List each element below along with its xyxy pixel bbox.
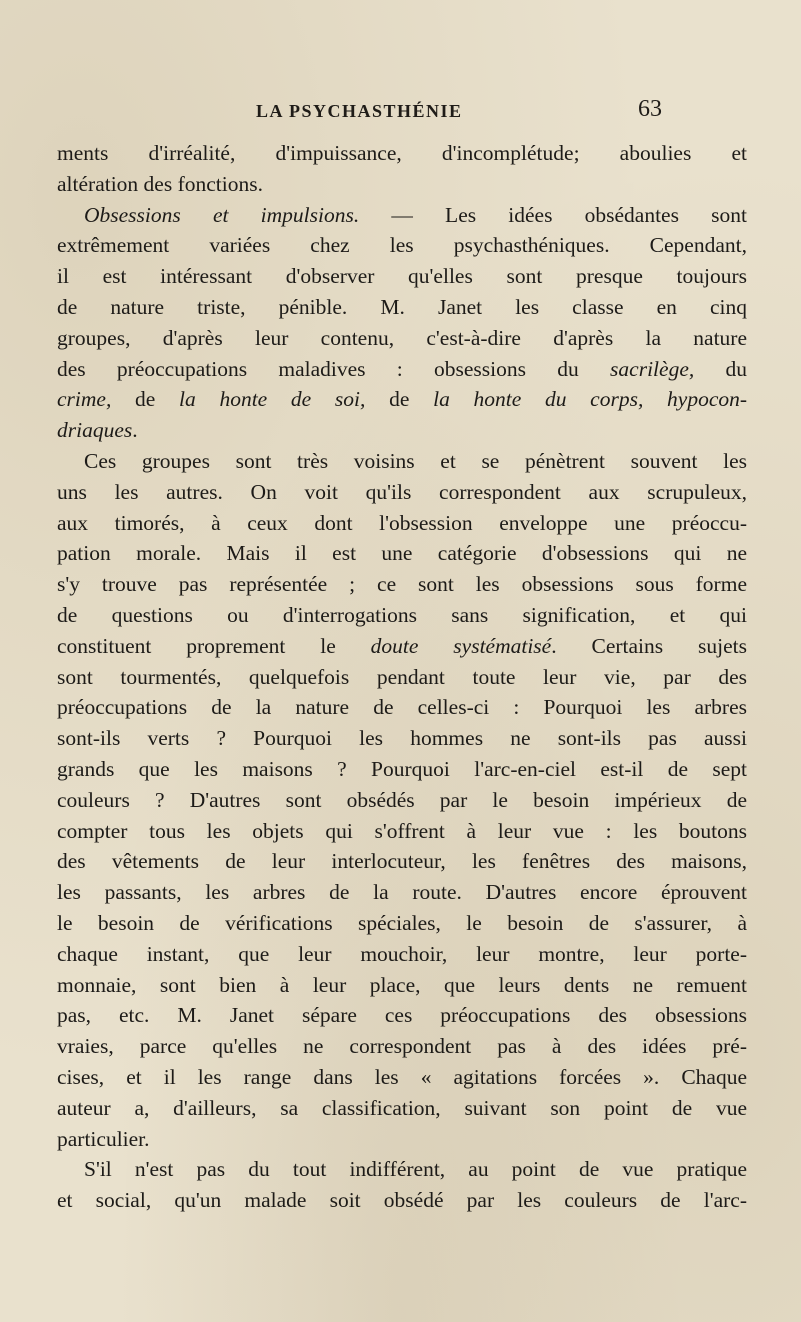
italic-text: Obsessions et impulsions. [84,202,360,227]
text-run: groupes, d'après leur contenu, c'est-à-dire d'après la nature [57,325,747,350]
text-line [57,877,747,908]
text-run: et social, qu'un malade soit obsédé par les couleurs de l'arc- [57,1188,747,1213]
italic-text: sacrilège, [610,356,695,381]
text-line [57,200,747,231]
italic-text: la honte de soi, [179,387,366,412]
text-line [57,138,747,169]
text-line [57,1062,747,1093]
italic-text: la honte du corps, hypocon- [433,387,748,412]
text-run: le besoin de vérifications spéciales, le besoin de s'assurer, à [57,910,747,935]
text-run: pation morale. Mais il est une catégorie d'obsessions qui ne [57,541,747,566]
text-run: s'y trouve pas représentée ; ce sont les obsessions sous forme [57,572,747,597]
text-line [57,816,747,847]
text-run: de [111,387,180,412]
text-run: les passants, les arbres de la route. D'autres encore éprouvent [57,880,747,905]
text-run: il est intéressant d'observer qu'elles sont presque toujours [57,264,747,289]
text-line [57,569,747,600]
text-run: . [132,418,138,443]
text-run: — Les idées obsédantes sont [359,202,747,227]
text-run: des préoccupations maladives : obsessions du [57,356,611,381]
text-line [57,261,747,292]
italic-text: driaques [57,418,133,443]
text-run: du [694,356,748,381]
text-line [57,477,747,508]
text-line [57,1124,747,1155]
text-line [57,384,747,415]
text-line [57,908,747,939]
text-run: pas, etc. M. Janet sépare ces préoccupations des obsessions [57,1003,747,1028]
running-title: LA PSYCHASTHÉNIE [256,101,463,121]
text-line [57,169,747,200]
text-run: Ces groupes sont très voisins et se pénètrent souvent les [84,448,747,473]
text-line [57,785,747,816]
text-run: altération des fonctions. [57,171,263,196]
text-run: uns les autres. On voit qu'ils correspondent aux scrupuleux, [57,479,747,504]
italic-text: crime, [57,387,112,412]
text-line [57,970,747,1001]
text-run: particulier. [57,1126,150,1151]
text-line [57,354,747,385]
text-line [57,446,747,477]
page-number: 63 [638,96,662,122]
running-head [0,95,801,125]
text-line [57,1093,747,1124]
text-run: sont-ils verts ? Pourquoi les hommes ne sont-ils pas aussi [57,726,747,751]
text-line [57,415,747,446]
text-run: sont tourmentés, quelquefois pendant toute leur vie, par des [57,664,747,689]
text-line [57,662,747,693]
text-line [57,939,747,970]
text-line [57,1154,747,1185]
text-run: vraies, parce qu'elles ne correspondent pas à des idées pré- [57,1034,747,1059]
text-line [57,538,747,569]
text-line [57,754,747,785]
text-run: auteur a, d'ailleurs, sa classification, suivant son point de vue [57,1095,747,1120]
italic-text: doute systématisé [370,633,552,658]
text-run: de nature triste, pénible. M. Janet les classe en cinq [57,294,747,319]
text-run: grands que les maisons ? Pourquoi l'arc-en-ciel est-il de sept [57,756,747,781]
text-run: ments d'irréalité, d'impuissance, d'incomplétude; aboulies et [57,141,747,165]
text-line [57,1031,747,1062]
text-run: S'il n'est pas du tout indifférent, au point de vue pratique [84,1157,747,1182]
text-line [57,508,747,539]
text-run: préoccupations de la nature de celles-ci : Pourquoi les arbres [57,695,747,720]
text-line [57,723,747,754]
text-run: . Certains sujets [551,633,748,658]
text-run: couleurs ? D'autres sont obsédés par le besoin impérieux de [57,787,747,812]
text-line [57,1000,747,1031]
text-line [57,323,747,354]
text-run: compter tous les objets qui s'offrent à leur vue : les boutons [57,818,747,843]
text-line [57,230,747,261]
text-run: constituent proprement le [57,633,371,658]
text-run: monnaie, sont bien à leur place, que leurs dents ne remuent [57,972,747,997]
body-text [57,138,747,1216]
text-run: extrêmement variées chez les psychasthéniques. Cependant, [57,233,747,258]
text-line [57,1185,747,1216]
text-line [57,692,747,723]
text-run: de [365,387,434,412]
text-run: chaque instant, que leur mouchoir, leur montre, leur porte- [57,941,747,966]
text-run: cises, et il les range dans les « agitations forcées ». Chaque [57,1064,747,1089]
text-run: aux timorés, à ceux dont l'obsession enveloppe une préoccu- [57,510,747,535]
text-line [57,600,747,631]
text-line [57,846,747,877]
text-run: de questions ou d'interrogations sans signification, et qui [57,602,747,627]
text-run: des vêtements de leur interlocuteur, les fenêtres des maisons, [57,849,747,874]
text-line [57,631,747,662]
text-line [57,292,747,323]
